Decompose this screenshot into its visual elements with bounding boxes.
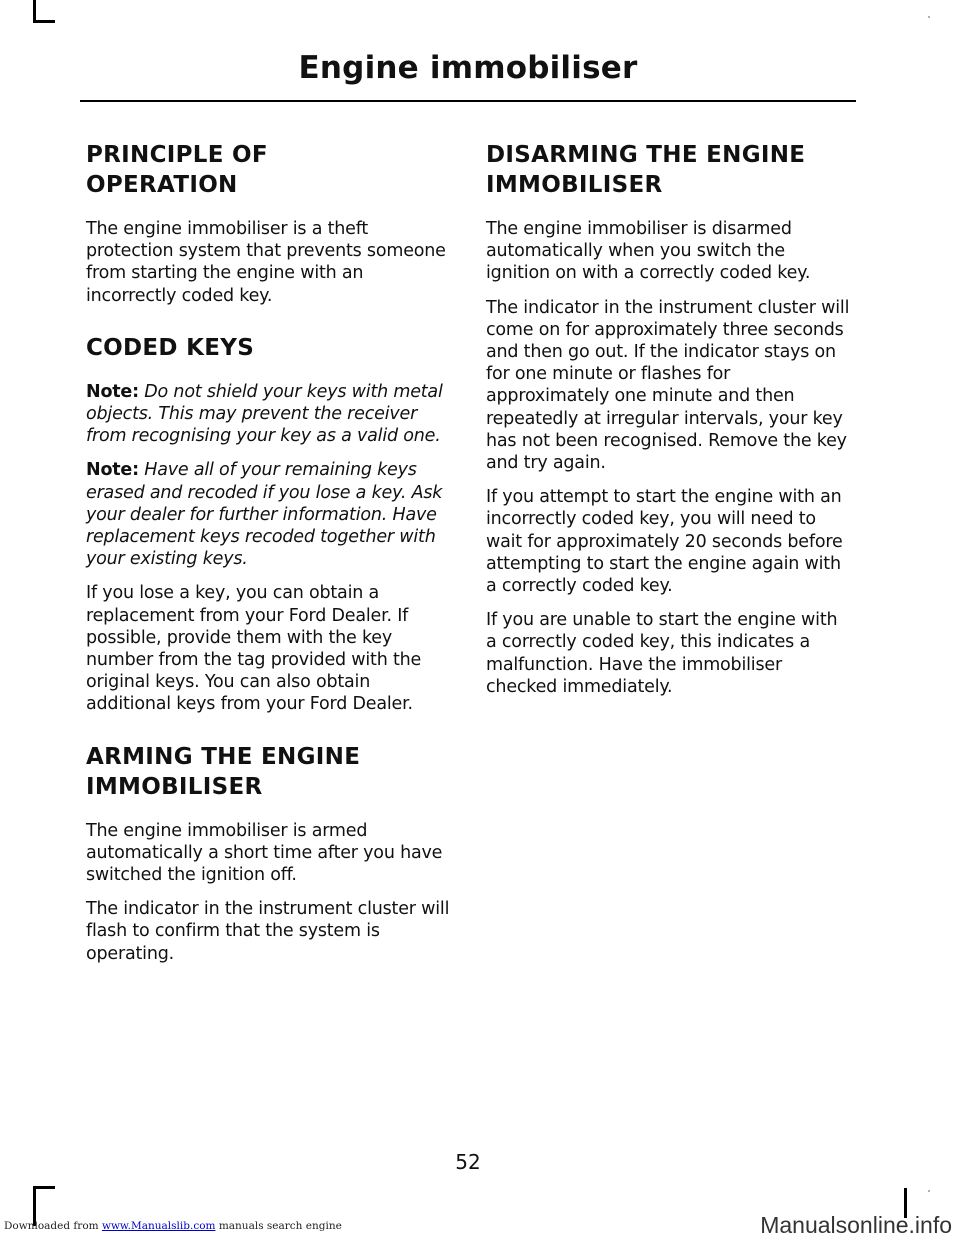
- manualslib-link[interactable]: www.Manualslib.com: [101, 1220, 216, 1232]
- watermark-text: Manualsonline.info: [760, 1212, 952, 1238]
- crop-dot: [928, 16, 930, 18]
- arming-paragraph-2: The indicator in the instrument cluster will flash to confirm that the system is operating.: [86, 899, 450, 964]
- disarming-heading-line1: DISARMING THE ENGINE: [486, 142, 806, 168]
- footer-suffix: manuals search engine: [218, 1220, 342, 1232]
- note-1: [86, 381, 452, 448]
- principle-heading-line1: PRINCIPLE OF: [86, 142, 268, 168]
- principle-heading: [86, 140, 452, 200]
- right-column: [486, 140, 852, 710]
- arming-heading: [86, 742, 452, 802]
- title-divider: [80, 100, 856, 102]
- disarming-paragraph-1: The engine immobiliser is disarmed automatically when you switch the ignition on with a correctly coded key.: [486, 219, 811, 284]
- disarming-paragraph-3: If you attempt to start the engine with an incorrectly coded key, you will need to wait for approximately 20 seconds before attempting to start the engine again with a correctly coded key.: [486, 487, 843, 597]
- note-2-label: Note:: [86, 460, 139, 481]
- arming-heading-line1: ARMING THE ENGINE: [86, 743, 361, 770]
- crop-mark: [33, 0, 36, 22]
- coded-keys-heading: CODED KEYS: [86, 334, 255, 361]
- principle-heading-line2: OPERATION: [86, 172, 238, 198]
- disarming-heading: [486, 140, 852, 200]
- disarming-paragraph-4: If you are unable to start the engine with a correctly coded key, this indicates a malfunction. Have the immobiliser checked immediately.: [486, 610, 838, 697]
- arming-heading-line2: IMMOBILISER: [86, 773, 263, 800]
- arming-paragraph-1: The engine immobiliser is armed automatically a short time after you have switched the ignition off.: [86, 820, 443, 886]
- note-1-text: Do not shield your keys with metal objects. This may prevent the receiver from recognising your key as a valid one.: [86, 381, 443, 447]
- left-column: [86, 140, 452, 977]
- disarming-heading-line2: IMMOBILISER: [486, 172, 663, 198]
- download-footer: [4, 1220, 342, 1232]
- note-2-text: Have all of your remaining keys erased and recoded if you lose a key. Ask your dealer for further information. Have replacement keys recoded together with your existing keys.: [86, 460, 443, 570]
- note-2: [86, 459, 452, 570]
- crop-mark: [33, 1186, 55, 1189]
- footer-prefix: Downloaded from: [4, 1220, 99, 1232]
- crop-dot: [928, 1190, 930, 1192]
- page-number: 52: [455, 1150, 481, 1174]
- note-1-label: Note:: [86, 381, 139, 402]
- disarming-paragraph-2: The indicator in the instrument cluster will come on for approximately three seconds and then go out. If the indicator stays on for one minute or flashes for approximately one minute and then repeatedly at irregular intervals, your key has not been recognised. Remove the key and try again.: [486, 297, 850, 474]
- page-title: Engine immobiliser: [298, 50, 638, 86]
- coded-keys-paragraph: If you lose a key, you can obtain a replacement from your Ford Dealer. If possible, provide them with the key number from the tag provided with the original keys. You can also obtain additional keys from your Ford Dealer.: [86, 583, 422, 715]
- crop-mark: [33, 20, 55, 23]
- principle-paragraph: The engine immobiliser is a theft protection system that prevents someone from starting the engine with an incorrectly coded key.: [86, 219, 446, 306]
